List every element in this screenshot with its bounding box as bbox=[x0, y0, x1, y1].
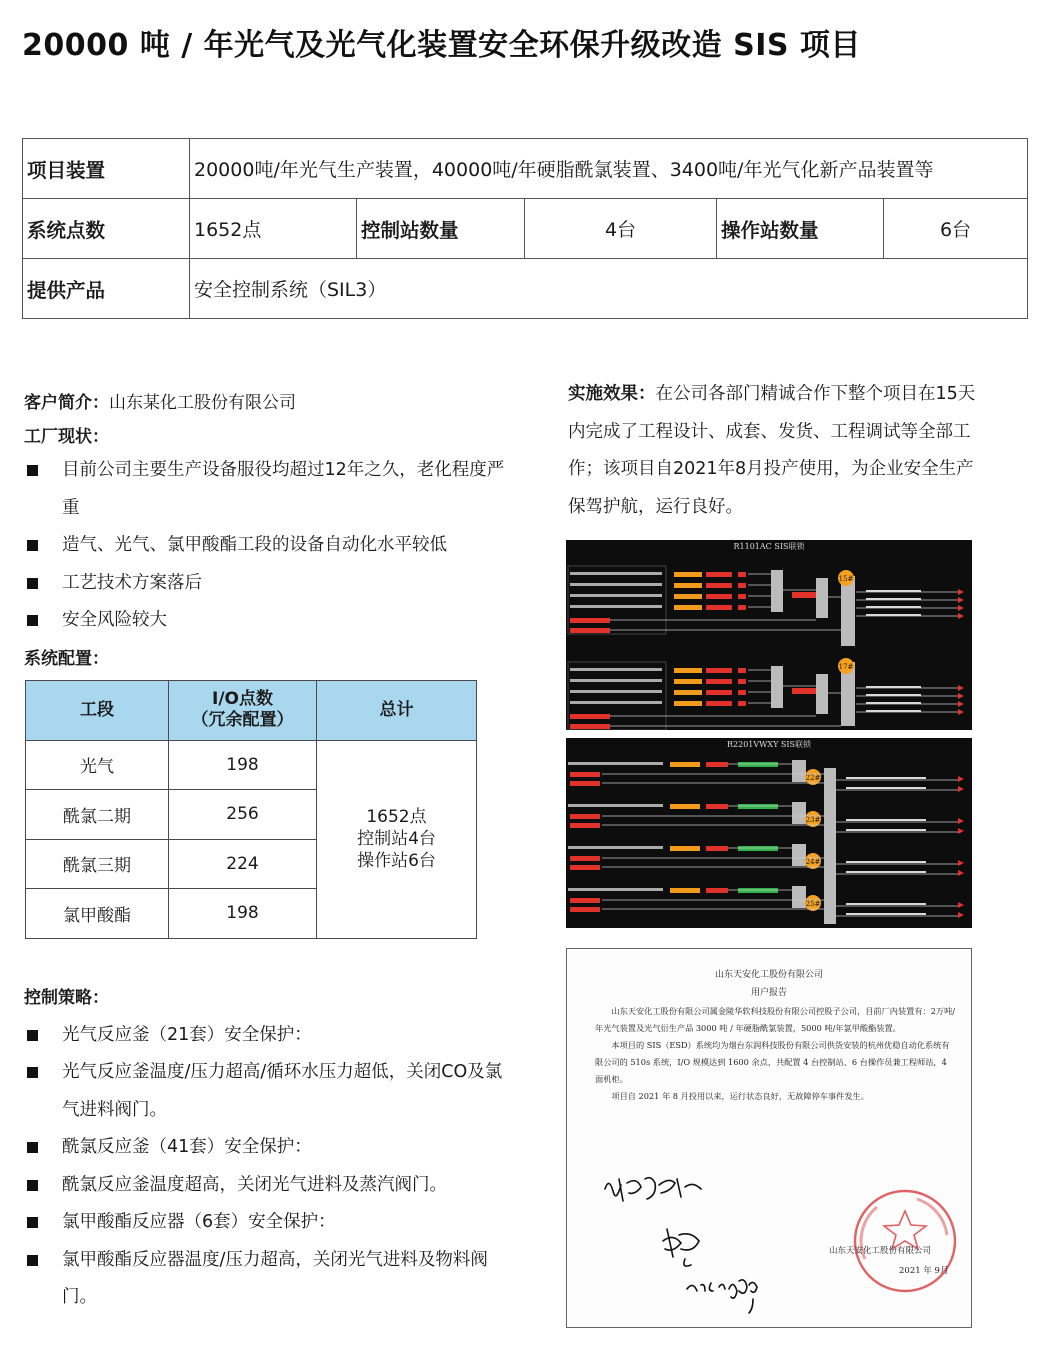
total-operators: 操作站6台 bbox=[357, 851, 436, 871]
col-header-section: 工段 bbox=[26, 680, 169, 740]
table-row bbox=[26, 740, 477, 790]
table-row bbox=[23, 259, 1028, 319]
col-header-io-line1: I/O点数 bbox=[212, 689, 273, 709]
interlock-row bbox=[568, 844, 964, 894]
operators-value: 6台 bbox=[884, 199, 1028, 259]
cell-total bbox=[317, 740, 477, 938]
screen-1-diagram bbox=[566, 552, 972, 730]
cell-section: 酰氯二期 bbox=[26, 790, 169, 840]
cell-io: 224 bbox=[169, 839, 317, 889]
points-value: 1652点 bbox=[190, 199, 357, 259]
screen-2-diagram bbox=[566, 750, 972, 928]
page-title: 20000 吨 / 年光气及光气化装置安全环保升级改造 SIS 项目 bbox=[22, 28, 861, 63]
table-row bbox=[23, 139, 1028, 199]
screen-2-badge: 23# bbox=[805, 816, 821, 824]
interlock-row bbox=[568, 802, 964, 852]
table-row bbox=[23, 199, 1028, 259]
system-heading: 系统配置： bbox=[24, 648, 109, 669]
list-item: 氯甲酸酯反应器（6套）安全保护： bbox=[24, 1204, 514, 1242]
list-item: 光气反应釜温度/压力超高/循环水压力超低，关闭CO及氯气进料阀门。 bbox=[24, 1054, 514, 1129]
operators-label: 操作站数量 bbox=[717, 199, 884, 259]
cell-io: 198 bbox=[169, 889, 317, 939]
total-stations: 控制站4台 bbox=[357, 829, 436, 849]
list-item: 酰氯反应釜（41套）安全保护： bbox=[24, 1129, 514, 1167]
interlock-row bbox=[568, 886, 964, 924]
signature-area bbox=[567, 1149, 973, 1319]
list-item: 酰氯反应釜温度超高，关闭光气进料及蒸汽阀门。 bbox=[24, 1167, 514, 1205]
letter-paragraph-2: 本项目的 SIS（ESD）系统均为烟台东润科技股份有限公司供货安装的杭州优稳自动化系统有限公司的 510s 系统，I/O 规模达到 1600 余点，共配置 4 台控制站、6 台操作员兼工程师站，4 面机柜。 bbox=[595, 1040, 950, 1084]
customer-line bbox=[24, 384, 514, 422]
letter-paragraph-1: 山东天安化工股份有限公司属金陵华软科技股份有限公司控股子公司，目前厂内装置有：2万吨/年光气装置及光气衍生产品 3000 吨 / 年硬脂酰氯装置，5000 吨/年氯甲酸酯装置。 bbox=[595, 1006, 956, 1033]
left-column bbox=[24, 384, 514, 1317]
list-item: 光气反应釜（21套）安全保护： bbox=[24, 1017, 514, 1055]
letter-heading: 用户报告 bbox=[750, 988, 787, 998]
col-header-total: 总计 bbox=[317, 680, 477, 740]
handwritten-signature bbox=[605, 1178, 757, 1313]
screen-2-badge: 22# bbox=[805, 774, 821, 782]
col-header-io bbox=[169, 680, 317, 740]
effect-text: 在公司各部门精诚合作下整个项目在15天内完成了工程设计、成套、发货、工程调试等全部工作；该项目自2021年8月投产使用，为企业安全生产保驾护航，运行良好。 bbox=[568, 384, 976, 517]
project-value: 20000吨/年光气生产装置，40000吨/年硬脂酰氯装置、3400吨/年光气化新产品装置等 bbox=[190, 139, 1028, 199]
list-item: 工艺技术方案落后 bbox=[24, 565, 514, 603]
cell-section: 光气 bbox=[26, 740, 169, 790]
interlock-row bbox=[568, 760, 964, 810]
interlock-group-a bbox=[568, 566, 964, 646]
list-item: 氯甲酸酯反应器温度/压力超高，关闭光气进料及物料阀门。 bbox=[24, 1242, 514, 1317]
table-header-row bbox=[26, 680, 477, 740]
system-config-table bbox=[25, 680, 477, 939]
sign-company: 山东天安化工股份有限公司 bbox=[829, 1246, 932, 1256]
product-label: 提供产品 bbox=[23, 259, 190, 319]
factory-list bbox=[24, 452, 514, 640]
screen-2-badge: 24# bbox=[805, 858, 821, 866]
screen-2-badge: 25# bbox=[805, 900, 821, 908]
list-item: 安全风险较大 bbox=[24, 602, 514, 640]
cell-section: 酰氯三期 bbox=[26, 839, 169, 889]
sign-date: 2021 年 9月 bbox=[899, 1266, 949, 1276]
col-header-io-line2: （冗余配置） bbox=[191, 710, 294, 730]
screen-1-badge-a-label: 15# bbox=[838, 575, 854, 583]
screen-2-title: R2201VWXY SIS联锁 bbox=[726, 740, 812, 749]
list-item: 目前公司主要生产设备服役均超过12年之久，老化程度严重 bbox=[24, 452, 514, 527]
effect-label: 实施效果： bbox=[568, 384, 656, 404]
cell-section: 氯甲酸酯 bbox=[26, 889, 169, 939]
factory-heading: 工厂现状： bbox=[24, 427, 109, 447]
sis-screen-1 bbox=[566, 540, 972, 730]
strategy-heading: 控制策略： bbox=[24, 987, 109, 1008]
stations-label: 控制站数量 bbox=[357, 199, 525, 259]
strategy-list bbox=[24, 1017, 514, 1317]
cell-io: 198 bbox=[169, 740, 317, 790]
letter-paragraph-3: 项目自 2021 年 8 月投用以来，运行状态良好，无故障停车事件发生。 bbox=[611, 1091, 869, 1101]
project-info-table bbox=[22, 138, 1028, 319]
screen-1-badge-b-label: 17# bbox=[838, 663, 854, 671]
user-report-letter bbox=[566, 948, 972, 1328]
total-points: 1652点 bbox=[366, 807, 427, 827]
company-seal bbox=[855, 1191, 955, 1291]
letter-company: 山东天安化工股份有限公司 bbox=[714, 970, 823, 980]
effect-paragraph bbox=[568, 376, 978, 526]
project-label: 项目装置 bbox=[23, 139, 190, 199]
product-value: 安全控制系统（SIL3） bbox=[190, 259, 1028, 319]
interlock-group-b bbox=[568, 658, 964, 730]
customer-label: 客户简介： bbox=[24, 393, 109, 413]
list-item: 造气、光气、氯甲酸酯工段的设备自动化水平较低 bbox=[24, 527, 514, 565]
sis-screen-2 bbox=[566, 738, 972, 928]
customer-value: 山东某化工股份有限公司 bbox=[109, 393, 296, 413]
screen-1-title: R1101AC SIS联锁 bbox=[733, 542, 805, 551]
stations-value: 4台 bbox=[525, 199, 717, 259]
cell-io: 256 bbox=[169, 790, 317, 840]
points-label: 系统点数 bbox=[23, 199, 190, 259]
